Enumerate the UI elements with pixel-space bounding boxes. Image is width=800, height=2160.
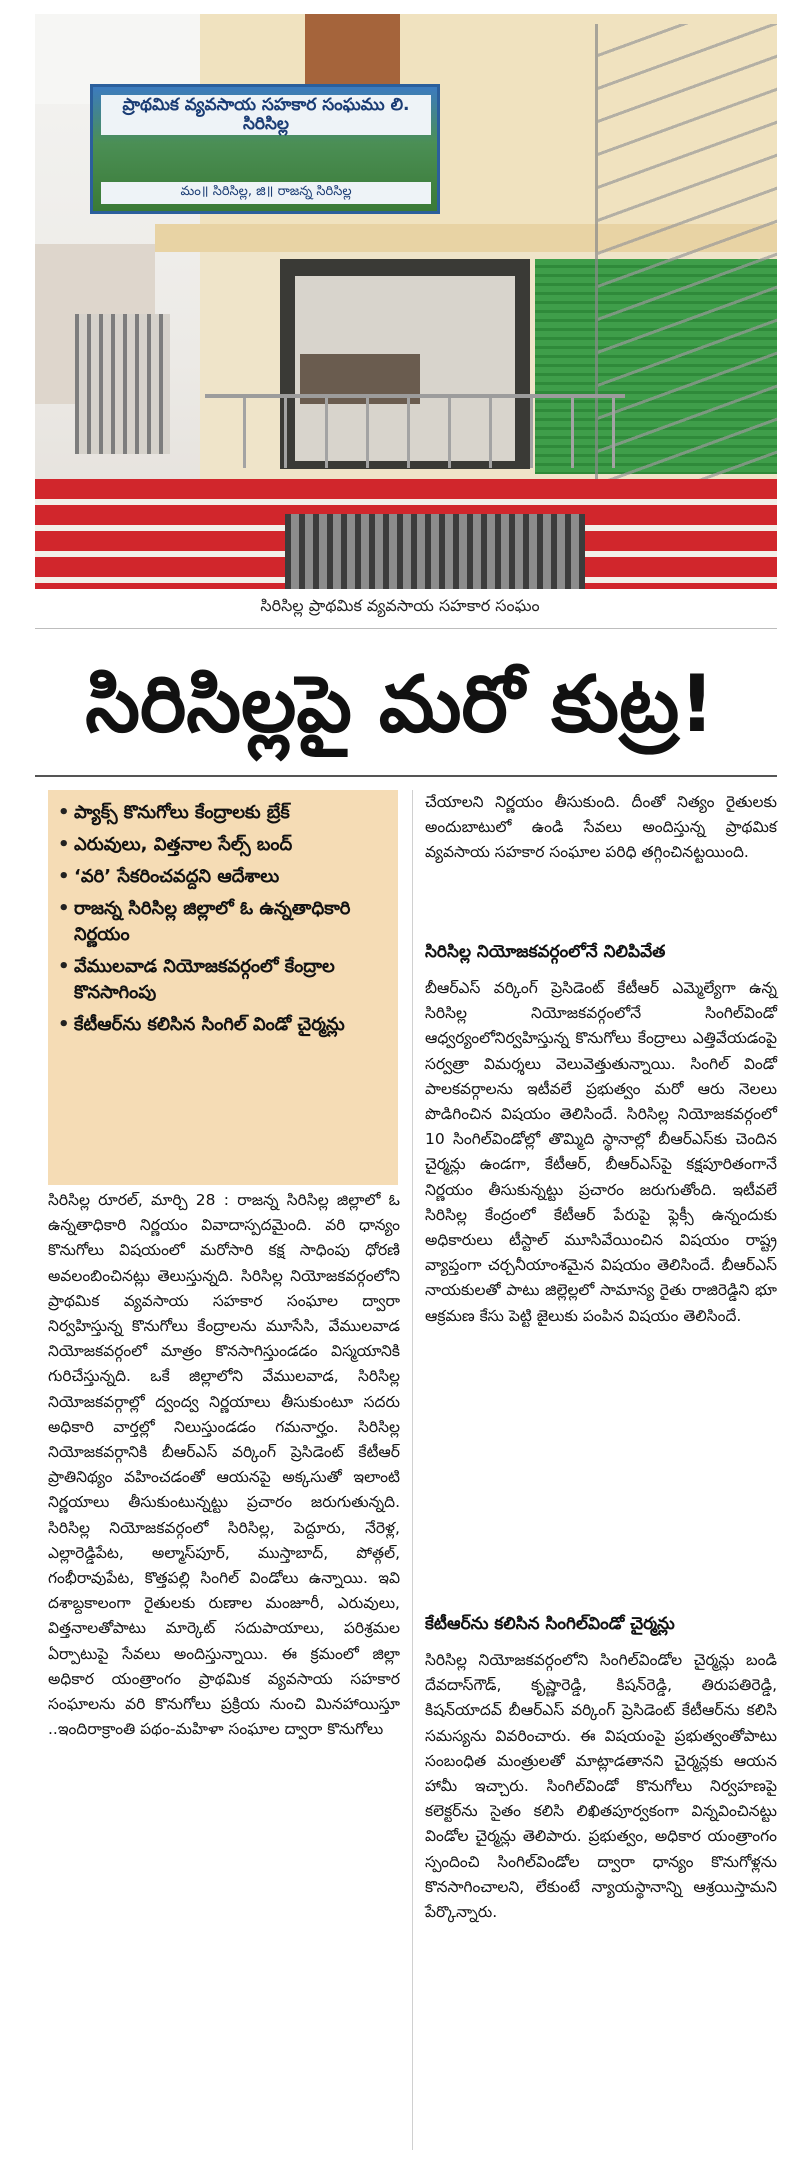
highlight-item — [58, 864, 388, 890]
society-signboard — [90, 84, 440, 214]
bullet-icon: • — [58, 1014, 70, 1035]
headline-divider — [35, 775, 777, 777]
upper-door — [305, 14, 400, 84]
signboard-subtitle: మం॥ సిరిసిల్ల, జి॥ రాజన్న సిరిసిల్ల — [101, 182, 431, 204]
headline: సిరిసిల్లపై మరో కుట్ర! — [85, 660, 715, 750]
basement-grill — [285, 514, 585, 589]
highlights-box — [48, 790, 398, 1185]
bullet-icon: • — [58, 866, 70, 887]
column-divider — [412, 790, 413, 2150]
steel-railing — [205, 394, 625, 468]
news-photo — [35, 14, 777, 589]
subheading-halt: సిరిసిల్ల నియోజకవర్గంలోనే నిలిపివేత — [425, 942, 666, 962]
article-body-right-main: బీఆర్‌ఎస్ వర్కింగ్ ప్రెసిడెంట్ కేటీఆర్ ఎమ్మెల్యేగా ఉన్న సిరిసిల్ల నియోజకవర్గంలోనే సింగిల్‌విండో ఆధ్వర్యంలోనిర్వహిస్తున్న కొనుగోలు కేంద్రాలు ఎత్తివేయడంపై సర్వత్రా విమర్శలు వెలువెత్తుతున్నాయి. సింగిల్ విండో పాలకవర్గాలను ఇటీవలే ప్రభుత్వం మరో ఆరు నెలలు పొడిగించిన విషయం తెలిసిందే. సిరిసిల్ల నియోజకవర్గంలో 10 సింగిల్‌విండోల్లో తొమ్మిది స్థానాల్లో బీఆర్‌ఎస్‌కు చెందిన చైర్మన్లు ఉండగా, కేటీఆర్, బీఆర్‌ఎస్‌పై కక్షపూరితంగానే నిర్ణయం తీసుకున్నట్టు ప్రచారం జరుగుతోంది. ఇటీవలే సిరిసిల్ల కేంద్రంలో కేటీఆర్ పేరుపై ఫ్లెక్సీ ఉన్నందుకు అధికారులు టీస్టాల్ మూసివేయించిన విషయం రాష్ట్ర వ్యాప్తంగా చర్చనీయాంశమైన విషయం తెలిసిందే. బీఆర్‌ఎస్ నాయకులతో పాటు జిల్లెల్లలో సామాన్య రైతు రాజిరెడ్డిని భూ ఆక్రమణ కేసు పెట్టి జైలుకు పంపిన విషయం తెలిసిందే. — [425, 979, 777, 1325]
highlight-text: ‘వరి’ సేకరించవద్దని ఆదేశాలు — [74, 866, 280, 887]
highlight-text: రాజన్న సిరిసిల్ల జిల్లాలో ఓ ఉన్నతాధికారి నిర్ణయం — [74, 898, 351, 945]
bullet-icon: • — [58, 834, 70, 855]
article-body-right-intro: చేయాలని నిర్ణయం తీసుకుంది. దీంతో నిత్యం రైతులకు అందుబాటులో ఉండి సేవలు అందిస్తున్న ప్రాథమిక వ్యవసాయ సహకార సంఘాల పరిధి తగ్గించినట్టయింది. — [425, 793, 777, 862]
subheading-chairmen: కేటీఆర్‌ను కలిసిన సింగిల్‌విండో చైర్మన్లు — [425, 1614, 675, 1634]
bullet-icon: • — [58, 898, 70, 919]
bullet-icon: • — [58, 956, 70, 977]
highlight-text: ప్యాక్స్ కొనుగోలు కేంద్రాలకు బ్రేక్ — [74, 802, 290, 823]
highlight-item — [58, 1012, 388, 1038]
highlight-text: వేములవాడ నియోజకవర్గంలో కేంద్రాల కొనసాగింపు — [74, 956, 335, 1003]
highlight-item — [58, 800, 388, 826]
highlight-item — [58, 954, 388, 1006]
caption-divider — [35, 628, 777, 629]
bullet-icon: • — [58, 802, 70, 823]
photo-caption: సిరిసిల్ల ప్రాథమిక వ్యవసాయ సహకార సంఘం — [260, 596, 540, 615]
highlight-item — [58, 832, 388, 858]
article-body-right-end: సిరిసిల్ల నియోజకవర్గంలోని సింగిల్‌విండోల చైర్మన్లు బండి దేవదాస్‌గౌడ్, కృష్ణారెడ్డి, కిషన్‌రెడ్డి, తిరుపతిరెడ్డి, కిషన్‌యాదవ్ బీఆర్‌ఎస్ వర్కింగ్ ప్రెసిడెంట్ కేటీఆర్‌ను కలిసి సమస్యను వివరించారు. ఈ విషయంపై ప్రభుత్వంతోపాటు సంబంధిత మంత్రులతో మాట్లాడతానని చైర్మన్లకు ఆయన హామీ ఇచ్చారు. సింగిల్‌విండో కొనుగోలు నిర్వహణపై కలెక్టర్‌ను సైతం కలిసి లిఖితపూర్వకంగా విన్నవించినట్టు విండోల చైర్మన్లు తెలిపారు. ప్రభుత్వం, అధికార యంత్రాంగం స్పందించి సింగిల్‌విండోల ద్వారా ధాన్యం కొనుగోళ్లను కొనసాగించాలని, లేకుంటే న్యాయస్థానాన్ని ఆశ్రయిస్తామని పేర్కొన్నారు. — [425, 1651, 777, 1922]
article-body-left: సిరిసిల్ల రూరల్, మార్చి 28 : రాజన్న సిరిసిల్ల జిల్లాలో ఓ ఉన్నతాధికారి నిర్ణయం వివాదాస్పదమైంది. వరి ధాన్యం కొనుగోలు విషయంలో మరోసారి కక్ష సాధింపు ధోరణి అవలంబించినట్లు తెలుస్తున్నది. సిరిసిల్ల నియోజకవర్గంలోని ప్రాథమిక వ్యవసాయ సహకార సంఘాల ద్వారా నిర్వహిస్తున్న కొనుగోలు కేంద్రాలను మూసేసి, వేములవాడ నియోజకవర్గంలో మాత్రం కొనసాగిస్తుండడం విస్మయానికి గురిచేస్తున్నది. ఒకే జిల్లాలోని వేములవాడ, సిరిసిల్ల నియోజకవర్గాల్లో ద్వంద్వ నిర్ణయాలు తీసుకుంటూ సదరు అధికారి వార్తల్లో నిలుస్తుండడం గమనార్హం. సిరిసిల్ల నియోజకవర్గానికి బీఆర్‌ఎస్ వర్కింగ్ ప్రెసిడెంట్ కేటీఆర్ ప్రాతినిథ్యం వహించడంతో ఆయనపై అక్కసుతో ఇలాంటి నిర్ణయాలు తీసుకుంటున్నట్టు ప్రచారం జరుగుతున్నది. సిరిసిల్ల నియోజకవర్గంలో సిరిసిల్ల, పెద్దూరు, నేరెళ్ల, ఎల్లారెడ్డిపేట, అల్మాస్‌పూర్, ముస్తాబాద్, పోత్గల్, గంభీరావుపేట, కొత్తపల్లి సింగిల్ విండోలు ఉన్నాయి. ఇవి దశాబ్దకాలంగా రైతులకు రుణాల మంజూరీ, ఎరువులు, విత్తనాలతోపాటు మార్కెట్ సదుపాయాలు, పరిశ్రమల ఏర్పాటుపై సేవలు అందిస్తున్నాయి. ఈ క్రమంలో జిల్లా అధికార యంత్రాంగం ప్రాథమిక వ్యవసాయ సహకార సంఘాలను వరి కొనుగోలు ప్రక్రియ నుంచి మినహాయిస్తూ ..ఇందిరాక్రాంతి పథం-మహిళా సంఘాల ద్వారా కొనుగోలు — [48, 1191, 400, 1739]
highlight-text: కేటీఆర్‌ను కలిసిన సింగిల్ విండో చైర్మన్లు — [74, 1014, 345, 1035]
highlight-text: ఎరువులు, విత్తనాల సేల్స్ బంద్ — [74, 834, 293, 855]
iron-gate — [75, 314, 170, 454]
highlight-item — [58, 896, 388, 948]
signboard-title: ప్రాథమిక వ్యవసాయ సహకార సంఘము లి. సిరిసిల్ల — [101, 95, 431, 135]
